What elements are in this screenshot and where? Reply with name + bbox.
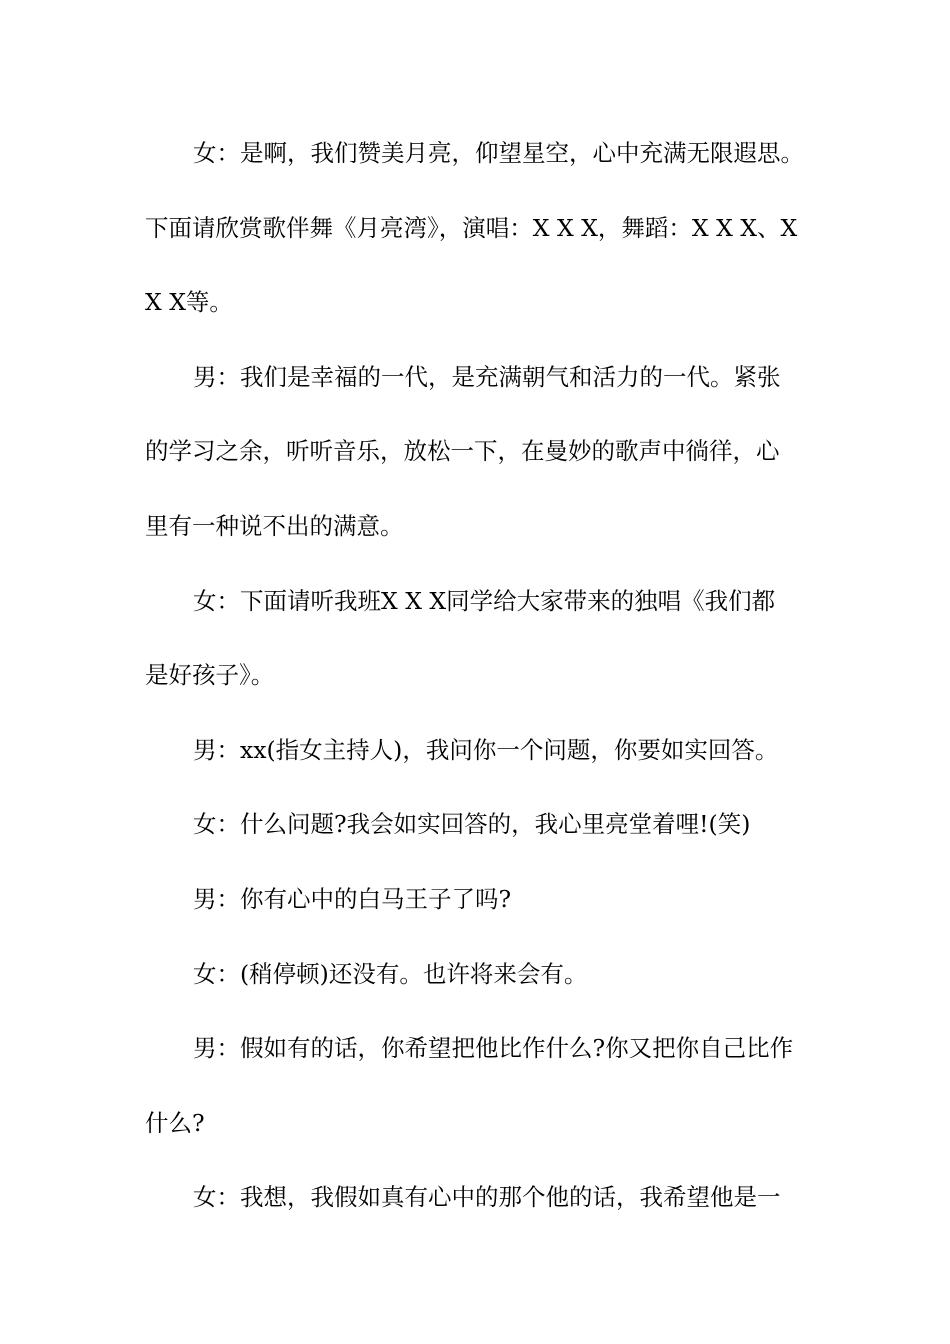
text-line: 女：是啊，我们赞美月亮，仰望星空，心中充满无限遐思。 bbox=[193, 139, 804, 167]
text-line: 女：(稍停顿)还没有。也许将来会有。 bbox=[193, 959, 588, 988]
document-body bbox=[145, 122, 810, 1241]
text-line: 什么? bbox=[145, 1108, 205, 1137]
text-line: 里有一种说不出的满意。 bbox=[145, 511, 404, 540]
text-line: 男：假如有的话，你希望把他比作什么?你又把你自己比作 bbox=[193, 1034, 794, 1063]
text-line: 女：什么问题?我会如实回答的，我心里亮堂着哩!(笑) bbox=[193, 810, 751, 839]
text-line: X X等。 bbox=[145, 288, 233, 317]
text-line: 下面请欣赏歌伴舞《月亮湾》，演唱：X X X，舞蹈：X X X、X bbox=[145, 213, 798, 242]
text-line: 男：你有心中的白马王子了吗? bbox=[193, 884, 512, 913]
text-line: 的学习之余，听听音乐，放松一下，在曼妙的歌声中徜徉，心 bbox=[145, 437, 780, 466]
text-line: 男：我们是幸福的一代，是充满朝气和活力的一代。紧张 bbox=[193, 362, 781, 391]
text-line: 女：下面请听我班X X X同学给大家带来的独唱《我们都 bbox=[193, 586, 776, 615]
text-line: 是好孩子》。 bbox=[145, 661, 275, 690]
text-line: 女：我想，我假如真有心中的那个他的话，我希望他是一 bbox=[193, 1183, 781, 1212]
text-line: 男：xx(指女主持人)，我问你一个问题，你要如实回答。 bbox=[193, 735, 779, 764]
